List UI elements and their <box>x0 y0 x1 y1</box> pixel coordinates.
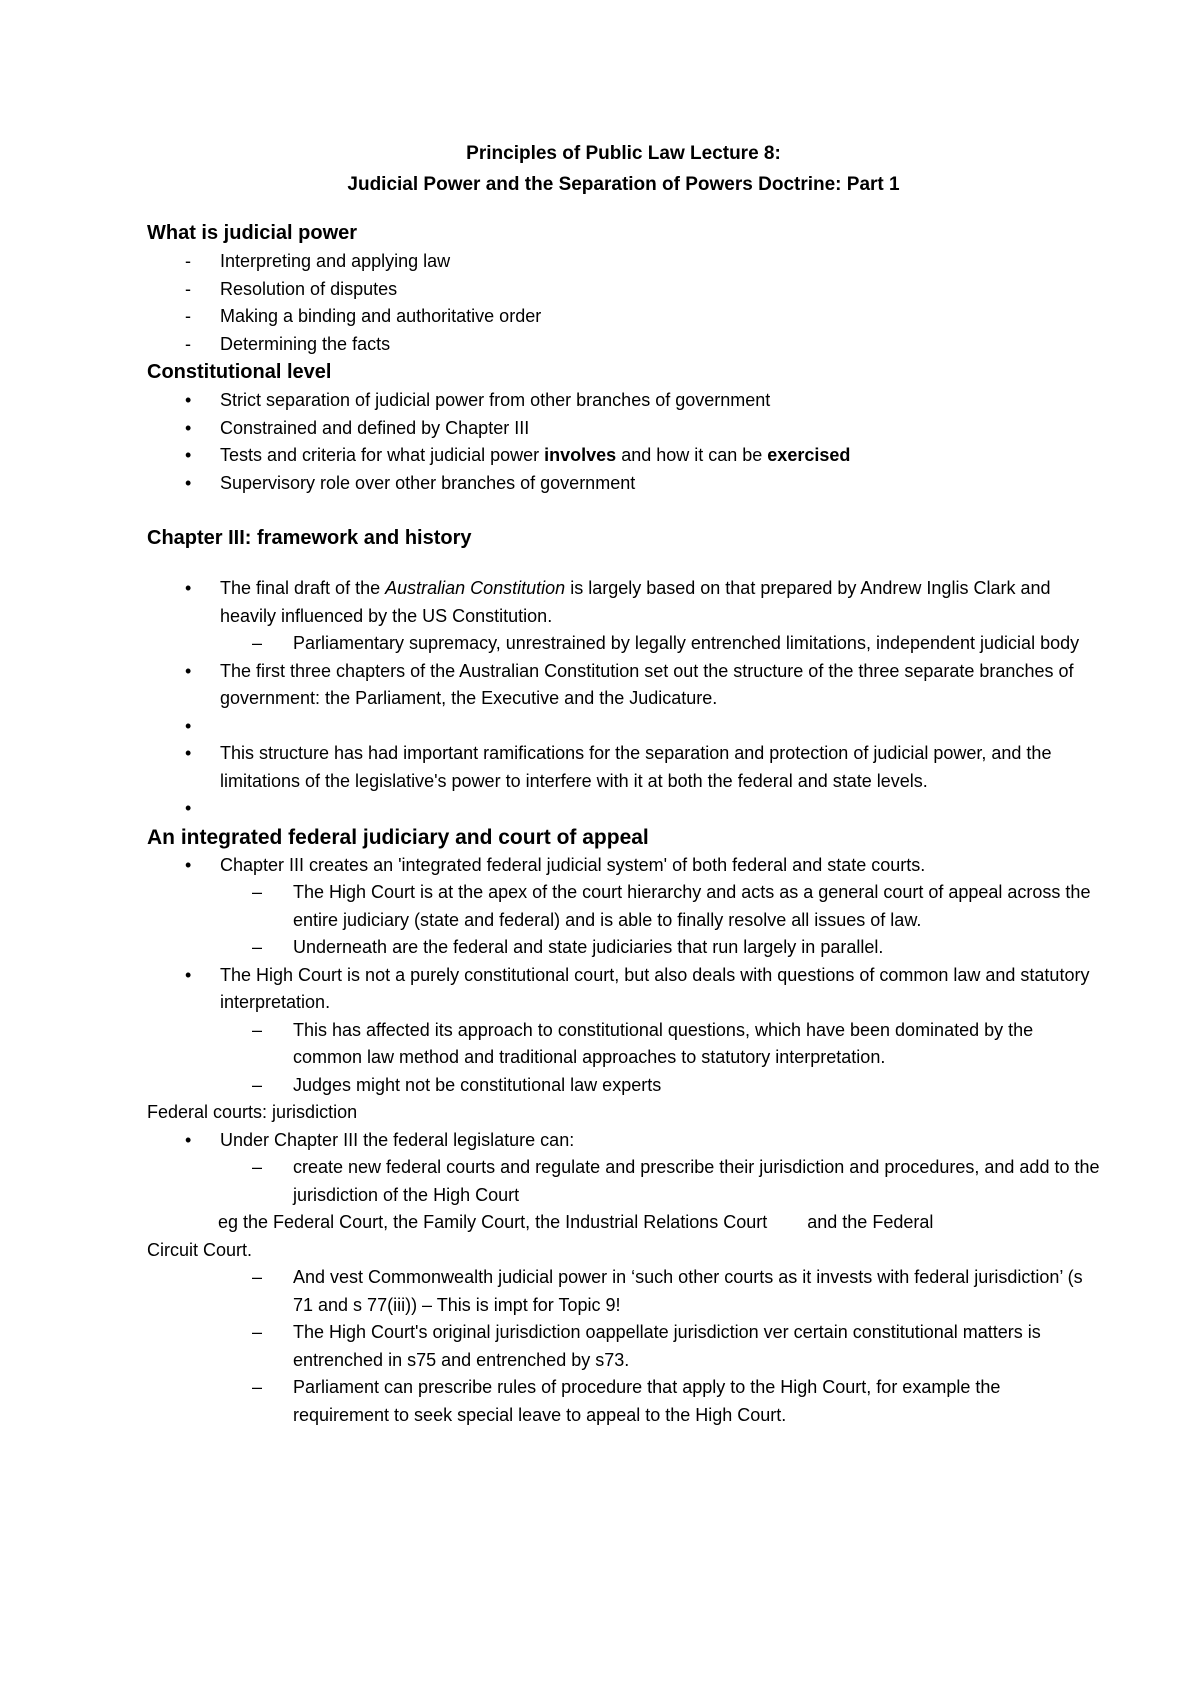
dash-marker: - <box>185 278 191 299</box>
endash-marker: – <box>252 1377 263 1397</box>
list-item-text: Chapter III creates an 'integrated federal judicial system' of both federal and state courts. <box>220 854 926 875</box>
sub-list-item <box>147 934 1100 962</box>
list-item-text: Supervisory role over other branches of government <box>220 472 636 493</box>
list-item <box>147 470 1100 498</box>
list-item-text: Parliamentary supremacy, unrestrained by legally entrenched limitations, independent judicial body <box>293 633 1080 653</box>
bullet-marker: • <box>185 964 192 985</box>
endash-marker: – <box>252 1267 263 1287</box>
list-item <box>147 740 1100 795</box>
list-item-text: Making a binding and authoritative order <box>220 306 542 326</box>
bullet-marker: • <box>185 854 192 875</box>
sub-list-item <box>147 1374 1100 1429</box>
list-item-text: Determining the facts <box>220 333 391 354</box>
list-item-text: The High Court is at the apex of the court hierarchy and acts as a general court of appeal across the entire judiciary (state and federal) and is able to finally resolve all issues of law. <box>293 882 1091 930</box>
list-item <box>147 415 1100 443</box>
federal-list <box>147 1127 1100 1210</box>
list-item <box>147 303 1100 331</box>
list-item-text: This structure has had important ramifications for the separation and protection of judicial power, and the limitations of the legislative's power to interfere with it at both the federal and state levels. <box>220 743 1052 791</box>
spacer <box>147 553 1100 575</box>
dash-marker: - <box>185 306 191 326</box>
list-item-text: The first three chapters of the Australian Constitution set out the structure of the three separate branches of government: the Parliament, the Executive and the Judicature. <box>220 660 1074 708</box>
list-item <box>147 852 1100 880</box>
heading-chapter-iii: Chapter III: framework and history <box>147 527 472 549</box>
endash-marker: – <box>252 1157 263 1177</box>
list-item-text: This has affected its approach to constitutional questions, which have been dominated by the common law method and traditional approaches to statutory interpretation. <box>293 1019 1034 1067</box>
sub-list-item <box>147 1017 1100 1072</box>
list-item-empty <box>147 795 1100 823</box>
list-item-text: Strict separation of judicial power from other branches of government <box>220 390 771 410</box>
heading-federal-courts-jurisdiction: Federal courts: jurisdiction <box>147 1102 358 1122</box>
example-line <box>147 1209 1100 1237</box>
text-run: Tests and criteria for what judicial power <box>220 445 545 465</box>
list-item-text: Underneath are the federal and state judiciaries that run largely in parallel. <box>293 937 884 957</box>
text-run: The final draft of the <box>220 578 386 598</box>
list-item-text: Under Chapter III the federal legislature can: <box>220 1129 575 1150</box>
bullet-marker: • <box>185 798 192 818</box>
sub-list-item <box>147 630 1100 658</box>
bold-text: involves <box>544 445 617 465</box>
spacer <box>147 497 1100 524</box>
text-run: and how it can be <box>616 445 768 465</box>
endash-marker: – <box>252 882 263 902</box>
integrated-list <box>147 852 1100 1100</box>
endash-marker: – <box>252 1322 263 1342</box>
list-item-text: Constrained and defined by Chapter III <box>220 417 530 438</box>
sub-list-item <box>147 879 1100 934</box>
constitutional-list <box>147 387 1100 497</box>
bullet-marker: • <box>185 660 192 681</box>
bullet-marker: • <box>185 1129 192 1150</box>
title-line-2: Judicial Power and the Separation of Powers Doctrine: Part 1 <box>347 174 900 195</box>
list-item <box>147 1127 1100 1155</box>
endash-marker: – <box>252 1074 263 1095</box>
list-item <box>147 387 1100 415</box>
sub-list-item <box>147 1154 1100 1209</box>
list-item-text: The High Court's original jurisdiction oappellate jurisdiction ver certain constitutional matters is entrenched in s75 and entrenched by s73. <box>293 1322 1041 1370</box>
dash-marker: - <box>185 333 191 354</box>
heading-integrated-federal-judiciary: An integrated federal judiciary and court of appeal <box>147 825 649 849</box>
bullet-marker: • <box>185 417 192 438</box>
bullet-marker: • <box>185 472 192 493</box>
sub-list-item <box>147 1319 1100 1374</box>
italic-text: Australian Constitution <box>385 578 566 598</box>
list-item <box>147 658 1100 713</box>
federal-sub-list <box>147 1264 1100 1429</box>
text-run: is largely based on that prepared by Andrew Inglis Clark and heavily influenced by the US Constitution. <box>220 578 1051 626</box>
endash-marker: – <box>252 937 263 957</box>
heading-what-is-judicial-power: What is judicial power <box>147 222 358 244</box>
endash-marker: – <box>252 633 263 653</box>
bullet-marker: • <box>185 743 192 763</box>
bullet-marker: • <box>185 390 192 410</box>
list-item <box>147 442 1100 470</box>
example-line-continued: Circuit Court. <box>147 1239 253 1260</box>
list-item-text: Resolution of disputes <box>220 278 398 299</box>
heading-constitutional-level: Constitutional level <box>147 361 332 383</box>
text-run: eg the Federal Court, the Family Court, the Industrial Relations Court and the Federal <box>218 1212 934 1232</box>
title-block <box>147 138 1100 200</box>
list-item <box>147 248 1100 276</box>
bullet-marker: • <box>185 715 192 736</box>
bullet-marker: • <box>185 578 192 598</box>
endash-marker: – <box>252 1019 263 1040</box>
bold-text: exercised <box>767 445 851 465</box>
list-item-text: Judges might not be constitutional law experts <box>293 1074 662 1095</box>
what-is-list <box>147 248 1100 358</box>
sub-list-item <box>147 1264 1100 1319</box>
list-item <box>147 276 1100 304</box>
list-item <box>147 962 1100 1017</box>
list-item-text: Parliament can prescribe rules of procedure that apply to the High Court, for example the requirement to seek special leave to appeal to the High Court. <box>293 1377 1001 1425</box>
sub-list-item <box>147 1072 1100 1100</box>
list-item-text: create new federal courts and regulate and prescribe their jurisdiction and procedures, and add to the jurisdiction of the High Court <box>293 1157 1100 1205</box>
dash-marker: - <box>185 251 191 271</box>
title-line-1: Principles of Public Law Lecture 8: <box>466 143 781 164</box>
list-item-text: Interpreting and applying law <box>220 251 451 271</box>
bullet-marker: • <box>185 445 192 465</box>
list-item <box>147 331 1100 359</box>
list-item <box>147 575 1100 630</box>
list-item-empty <box>147 713 1100 741</box>
list-item-text: The High Court is not a purely constitutional court, but also deals with questions of common law and statutory interpretation. <box>220 964 1090 1012</box>
list-item-text: And vest Commonwealth judicial power in ‘such other courts as it invests with federal jurisdiction’ (s 71 and s 77(iii)) – This is impt for Topic 9! <box>293 1267 1083 1315</box>
chapter-iii-list <box>147 575 1100 823</box>
